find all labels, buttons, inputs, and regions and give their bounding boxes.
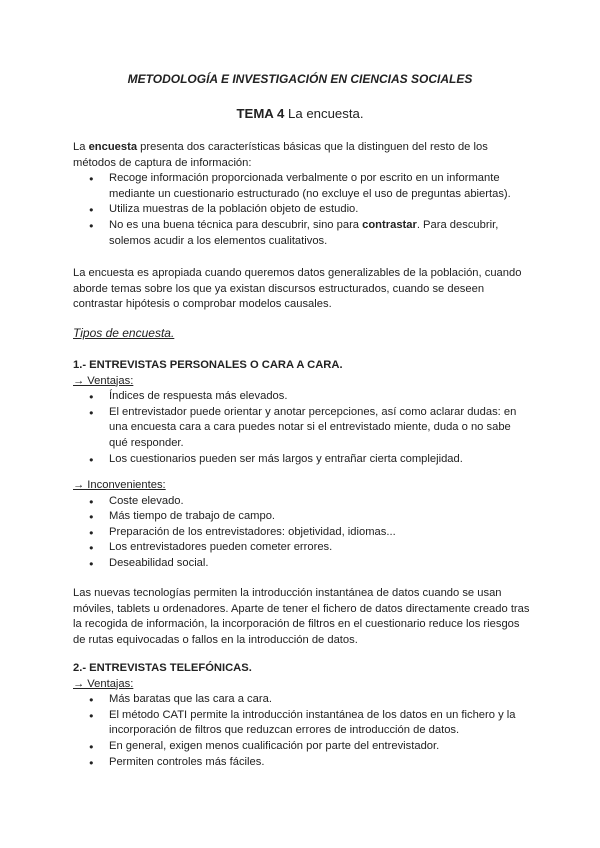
intro-section (73, 140, 531, 249)
appropriate-paragraph: La encuesta es apropiada cuando queremos datos generalizables de la población, cuando aborde temas sobre los que ya existan discursos estructurados, cuando se deseen contrastar hipótesis o comprobar modelos causales. (73, 267, 522, 311)
section-personal-interviews (73, 358, 531, 467)
inconvenientes-label: → Inconvenientes: (73, 479, 166, 491)
tipos-heading: Tipos de encuesta. (73, 326, 175, 340)
section2-heading: 2.- ENTREVISTAS TELEFÓNICAS. (73, 662, 252, 674)
list-item: ● Los entrevistadores pueden cometer errores. (73, 540, 531, 556)
keyword-encuesta: encuesta (88, 141, 138, 153)
intro-bullet-list (73, 171, 531, 249)
keyword-contrastar: contrastar (362, 218, 417, 231)
list-item: ● Los cuestionarios pueden ser más largos y entrañar cierta complejidad. (73, 452, 531, 468)
list-item: ● El entrevistador puede orientar y anotar percepciones, así como aclarar dudas: en una encuesta cara a cara puedes notar si el entrevistado miente, duda o no sabe qué responder. (73, 405, 531, 452)
appropriate-paragraph-block (73, 266, 531, 313)
list-item: ● Preparación de los entrevistadores: objetividad, idiomas... (73, 525, 531, 541)
topic-name: La encuesta. (284, 106, 364, 121)
intro-paragraph: La encuesta presenta dos características básicas que la distinguen del resto de los métodos de captura de información: (73, 141, 488, 169)
list-item: ● Más tiempo de trabajo de campo. (73, 509, 531, 525)
list-item: ● Utiliza muestras de la población objeto de estudio. (73, 202, 531, 218)
list-item: ● Coste elevado. (73, 494, 531, 510)
technology-note-block (73, 586, 531, 648)
ventajas-list (73, 389, 531, 467)
list-item: ● Permiten controles más fáciles. (73, 755, 531, 771)
inconvenientes-list (73, 494, 531, 572)
ventajas-list (73, 692, 531, 770)
list-item: ● Más baratas que las cara a cara. (73, 692, 531, 708)
list-item: ● Recoge información proporcionada verbalmente o por escrito en un informante mediante un cuestionario estructurado (no excluye el uso de preguntas abiertas). (73, 171, 531, 202)
technology-note: Las nuevas tecnologías permiten la introducción instantánea de datos cuando se usan móviles, tablets u ordenadores. Aparte de tener el fichero de datos directamente creado tras la recogida de información, la incorporación de filtros en el cuestionario reduce los riesgos de rutas equivocadas o fallos en la introducción de datos. (73, 587, 530, 646)
document-title: METODOLOGÍA E INVESTIGACIÓN EN CIENCIAS SOCIALES (127, 72, 473, 86)
section-phone-interviews (73, 661, 531, 770)
list-item: ● En general, exigen menos cualificación por parte del entrevistador. (73, 739, 531, 755)
list-item: ● Índices de respuesta más elevados. (73, 389, 531, 405)
inconvenientes-block (73, 478, 531, 572)
ventajas-label: → Ventajas: (73, 374, 134, 387)
list-item: ● No es una buena técnica para descubrir, sino para contrastar. Para descubrir, solemos acudir a los elementos cualitativos. (73, 218, 531, 249)
section1-heading: 1.- ENTREVISTAS PERSONALES O CARA A CARA. (73, 359, 343, 371)
topic-number: TEMA 4 (236, 106, 285, 121)
ventajas-label: → Ventajas: (73, 677, 134, 690)
topic-heading (0, 106, 600, 122)
list-item: ● Deseabilidad social. (73, 556, 531, 572)
tipos-heading-block (73, 326, 531, 343)
list-item: ● El método CATI permite la introducción instantánea de los datos en un fichero y la incorporación de filtros que reduzcan errores de introducción de datos. (73, 708, 531, 739)
